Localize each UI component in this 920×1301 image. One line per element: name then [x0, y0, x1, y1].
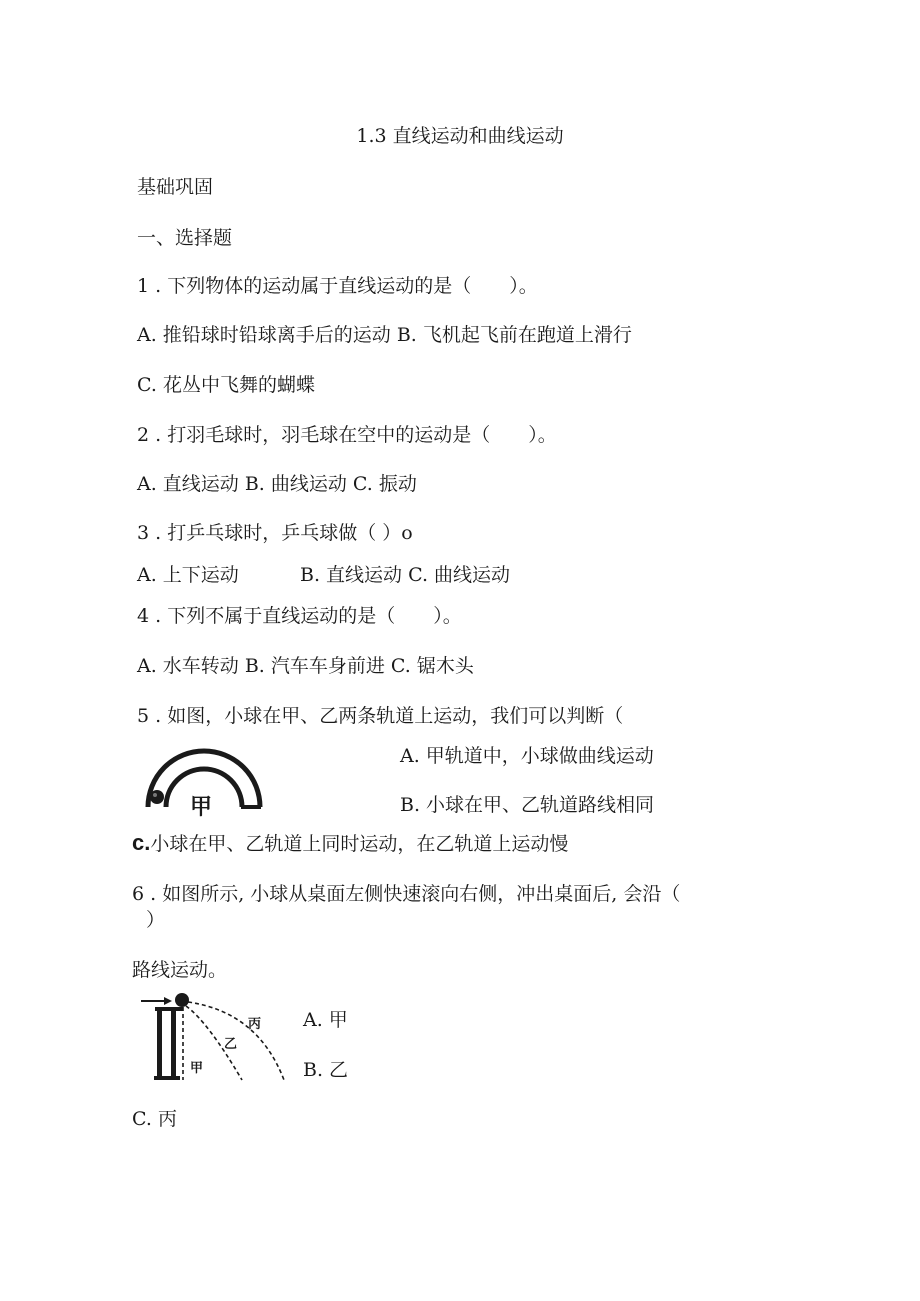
q6-label-jia: 甲 [190, 1060, 204, 1075]
q5-ball [150, 790, 164, 804]
q5-stem: 5 . 如图，小球在甲、乙两条轨道上运动，我们可以判断（ [137, 705, 624, 727]
q6-table-leg-right [171, 1011, 176, 1080]
q6-label-yi: 乙 [224, 1036, 238, 1051]
q6-table-leg-left [157, 1011, 162, 1080]
q6-option-b: B. 乙 [303, 1059, 349, 1081]
q6-option-a: A. 甲 [303, 1009, 348, 1031]
part-heading: 一、选择题 [137, 227, 233, 249]
q1-stem: 1 . 下列物体的运动属于直线运动的是（ ）。 [137, 275, 538, 297]
q1-options-line2: C. 花丛中飞舞的蝴蝶 [137, 374, 315, 396]
q4-options: A. 水车转动 B. 汽车车身前进 C. 锯木头 [137, 655, 474, 677]
q3-option-bc: B. 直线运动 C. 曲线运动 [300, 564, 511, 586]
q5-option-c-letter: c. [132, 830, 151, 855]
q6-label-bing: 丙 [248, 1016, 262, 1031]
q6-ball [175, 993, 189, 1007]
q4-stem: 4 . 下列不属于直线运动的是（ ）。 [137, 605, 462, 627]
q5-option-c-text: 小球在甲、乙轨道上同时运动，在乙轨道上运动慢 [150, 833, 569, 855]
q6-table-figure [138, 992, 290, 1084]
q3-option-a: A. 上下运动 [137, 564, 239, 586]
q6-stem-tail: 路线运动。 [132, 959, 228, 981]
q5-option-b: B. 小球在甲、乙轨道路线相同 [400, 794, 655, 816]
section-heading: 基础巩固 [137, 176, 214, 198]
q5-track-figure [138, 737, 270, 817]
q6-arrow-head [164, 997, 172, 1005]
page-title: 1.3 直线运动和曲线运动 [356, 125, 564, 147]
q1-options-line1: A. 推铅球时铅球离手后的运动 B. 飞机起飞前在跑道上滑行 [137, 324, 632, 346]
q5-option-a: A. 甲轨道中，小球做曲线运动 [400, 745, 654, 767]
q6-stem-cont: ） [146, 909, 166, 931]
q2-options: A. 直线运动 B. 曲线运动 C. 振动 [137, 473, 417, 495]
q2-stem: 2 . 打羽毛球时，羽毛球在空中的运动是（ ）。 [137, 424, 557, 446]
q6-stem: 6 . 如图所示, 小球从桌面左侧快速滚向右侧，冲出桌面后, 会沿（ [132, 883, 681, 905]
q6-table-top [155, 1007, 183, 1011]
q5-option-c [132, 830, 568, 857]
q5-figure-label-jia: 甲 [190, 794, 213, 817]
q6-option-c: C. 丙 [132, 1108, 177, 1130]
q3-stem: 3 . 打乒乓球时，乒乓球做（ ）o [137, 522, 413, 544]
